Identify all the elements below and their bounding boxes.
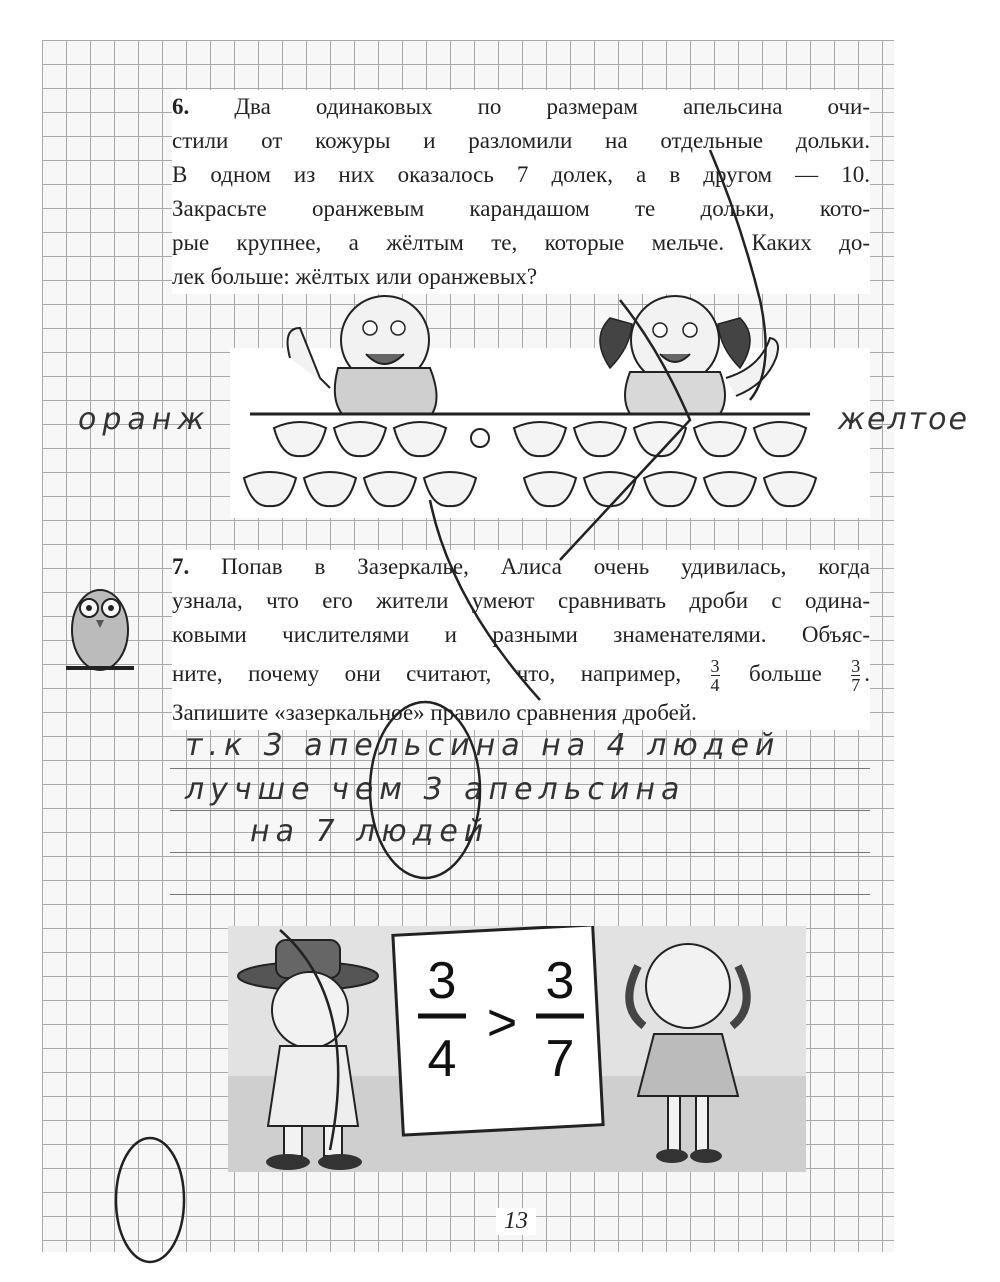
board-num-1: 3	[427, 952, 457, 1010]
board-num-2: 3	[545, 952, 575, 1010]
answer-line-3	[170, 852, 870, 853]
task-7-line-5: Запишите «зазеркальное» правило сравнения дробей.	[172, 700, 697, 725]
answer-line-1	[170, 768, 870, 769]
oranges-illustration	[170, 288, 890, 518]
answer-line-2	[170, 810, 870, 811]
task-7-line-4: ните, почему они считают, что, например, $\frac{3}{4}$ больше $\frac{3}{7}$ .	[172, 656, 870, 696]
mirror-fractions-illustration	[228, 926, 806, 1172]
label-orange: оранж	[78, 402, 211, 437]
board-den-2: 7	[545, 1030, 575, 1088]
answer-text-1: т.к 3 апельсина на 4 людей	[185, 728, 781, 763]
label-yellow: желтое	[838, 402, 969, 437]
task-6-line-5: рые крупнее, а жёлтым те, которые мельче. Каких до-	[172, 230, 870, 255]
task-6-line-3: В одном из них оказалось 7 долек, а в другом — 10.	[172, 162, 870, 187]
task-6-line-6: лек больше: жёлтых или оранжевых?	[172, 264, 538, 289]
task-6-line-1: 6. Два одинаковых по размерам апельсина очи-	[172, 94, 870, 119]
owl-icon	[62, 568, 138, 678]
answer-text-2: лучше чем 3 апельсина	[185, 772, 686, 807]
fraction-3-7: $\frac{3}{7}$	[851, 656, 861, 696]
task-7-line-3: ковыми числителями и разными знаменателями. Объяс-	[172, 622, 870, 647]
task-6-line-2: стили от кожуры и разломили на отдельные дольки.	[172, 128, 870, 153]
task-7-line-1: 7. Попав в Зазеркалье, Алиса очень удивилась, когда	[172, 554, 870, 579]
task-6-number: 6.	[172, 94, 190, 119]
task-7-text	[172, 550, 870, 730]
page-number: 13	[496, 1208, 536, 1235]
answer-line-4	[170, 894, 870, 895]
fraction-3-4: $\frac{3}{4}$	[710, 656, 720, 696]
fraction-board	[393, 926, 603, 1135]
board-den-1: 4	[427, 1030, 457, 1088]
task-6-text	[172, 90, 870, 294]
task-6-line-4: Закрасьте оранжевым карандашом те дольки, кото-	[172, 196, 870, 221]
answer-text-3: на 7 людей	[250, 814, 490, 849]
task-7-number: 7.	[172, 554, 190, 579]
board-sign: >	[486, 994, 518, 1052]
task-7-line-2: узнала, что его жители умеют сравнивать дроби с одина-	[172, 588, 870, 613]
